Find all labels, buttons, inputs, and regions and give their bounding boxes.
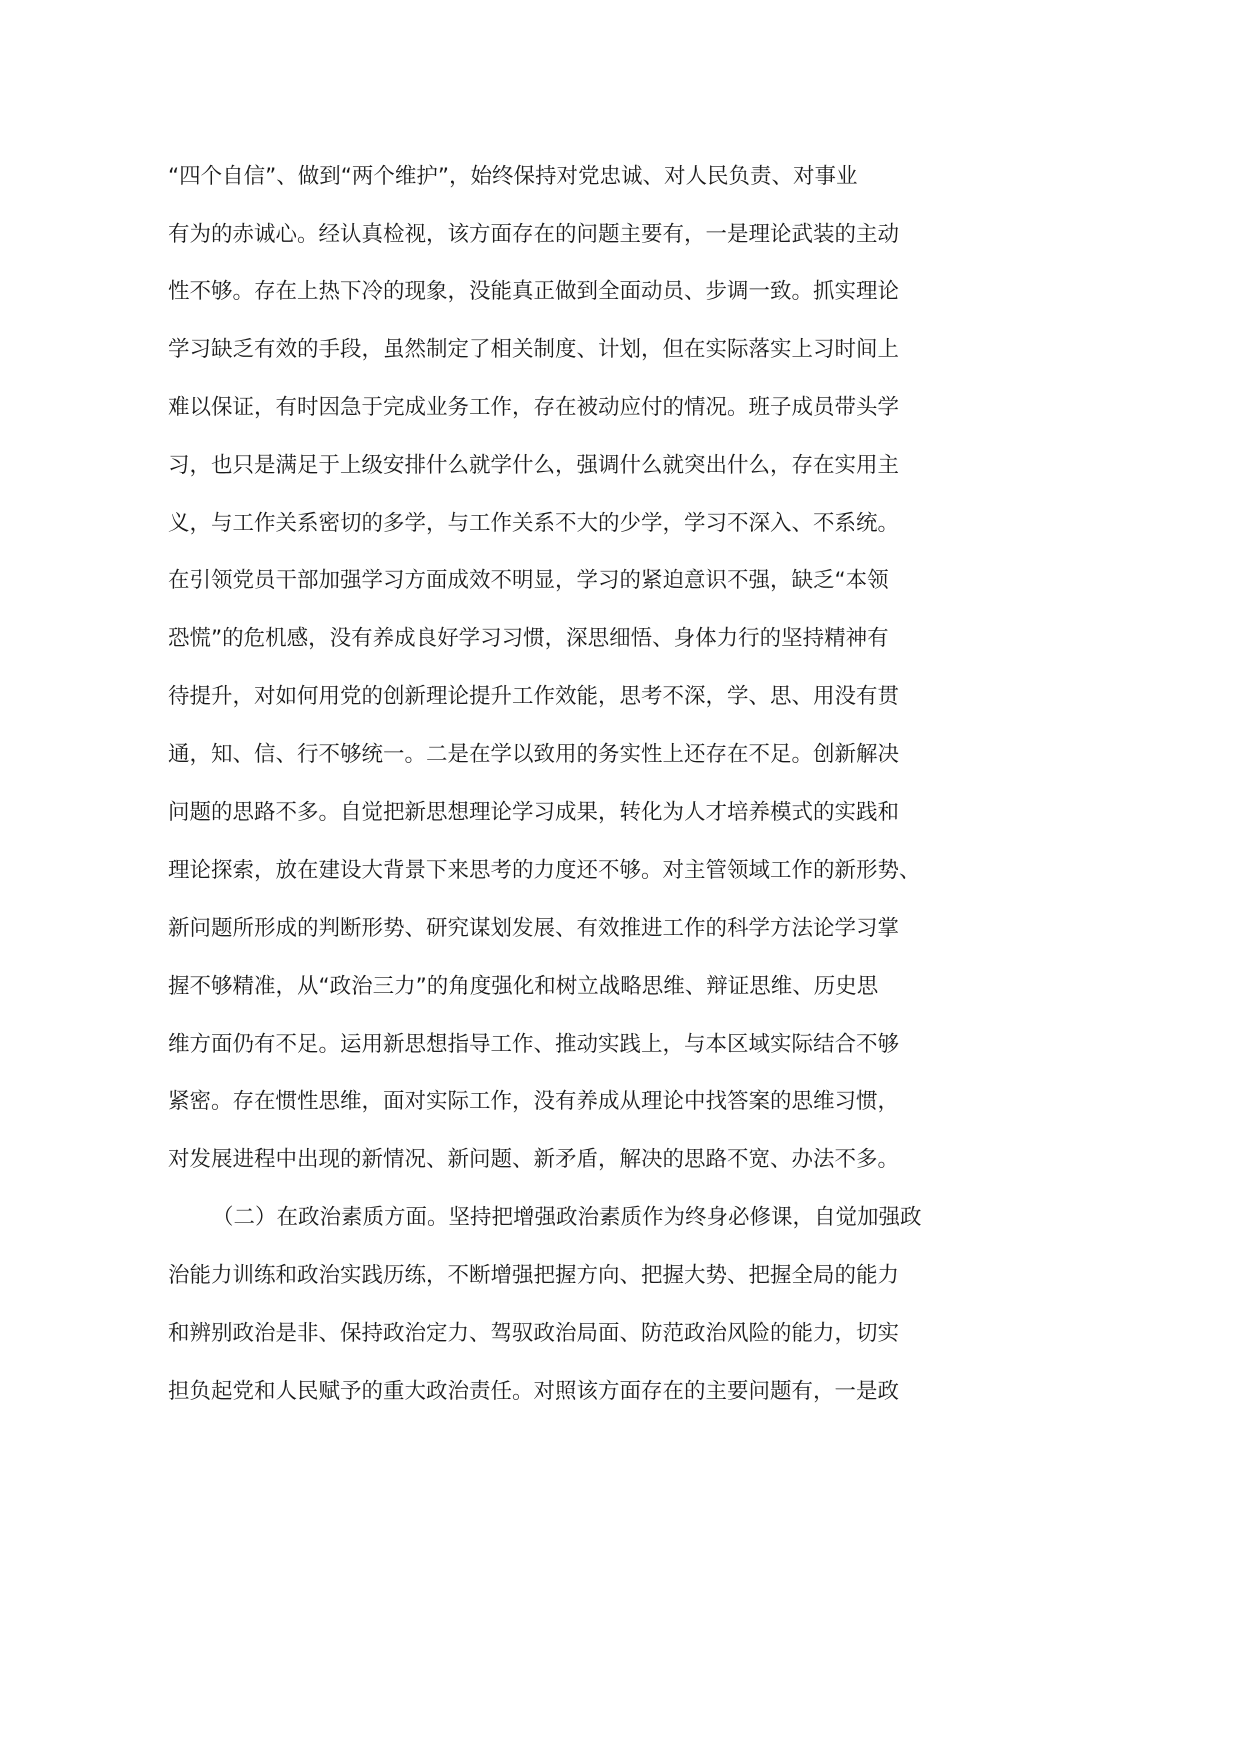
text-line: 维方面仍有不足。运用新思想指导工作、推动实践上，与本区域实际结合不够 bbox=[168, 1032, 900, 1057]
text-line: 学习缺乏有效的手段，虽然制定了相关制度、计划，但在实际落实上习时间上 bbox=[168, 337, 900, 362]
text-line: 新问题所形成的判断形势、研究谋划发展、有效推进工作的科学方法论学习掌 bbox=[168, 916, 900, 941]
text-line: 恐慌”的危机感，没有养成良好学习习惯，深思细悟、身体力行的坚持精神有 bbox=[168, 626, 889, 651]
text-line: 治能力训练和政治实践历练，不断增强把握方向、把握大势、把握全局的能力 bbox=[168, 1263, 900, 1288]
text-line: 有为的赤诚心。经认真检视，该方面存在的问题主要有，一是理论武装的主动 bbox=[168, 222, 900, 247]
text-line: “四个自信”、做到“两个维护”，始终保持对党忠诚、对人民负责、对事业 bbox=[168, 164, 858, 189]
text-line: 难以保证，有时因急于完成业务工作，存在被动应付的情况。班子成员带头学 bbox=[168, 395, 900, 420]
text-line: 在引领党员干部加强学习方面成效不明显，学习的紧迫意识不强，缺乏“本领 bbox=[168, 568, 889, 593]
text-line: 习，也只是满足于上级安排什么就学什么，强调什么就突出什么，存在实用主 bbox=[168, 453, 900, 478]
text-line: 性不够。存在上热下冷的现象，没能真正做到全面动员、步调一致。抓实理论 bbox=[168, 279, 900, 304]
text-line: 握不够精准，从“政治三力”的角度强化和树立战略思维、辩证思维、历史思 bbox=[168, 974, 879, 999]
text-line: 担负起党和人民赋予的重大政治责任。对照该方面存在的主要问题有，一是政 bbox=[168, 1379, 900, 1404]
section-heading-line: （二）在政治素质方面。坚持把增强政治素质作为终身必修课，自觉加强政 bbox=[212, 1205, 922, 1230]
text-line: 紧密。存在惯性思维，面对实际工作，没有养成从理论中找答案的思维习惯， bbox=[168, 1089, 900, 1114]
text-line: 问题的思路不多。自觉把新思想理论学习成果，转化为人才培养模式的实践和 bbox=[168, 800, 900, 825]
text-line: 对发展进程中出现的新情况、新问题、新矛盾，解决的思路不宽、办法不多。 bbox=[168, 1147, 900, 1172]
text-line: 和辨别政治是非、保持政治定力、驾驭政治局面、防范政治风险的能力，切实 bbox=[168, 1321, 900, 1346]
text-line: 通，知、信、行不够统一。二是在学以致用的务实性上还存在不足。创新解决 bbox=[168, 742, 900, 767]
text-line: 义，与工作关系密切的多学，与工作关系不大的少学，学习不深入、不系统。 bbox=[168, 511, 900, 536]
text-line: 理论探索，放在建设大背景下来思考的力度还不够。对主管领域工作的新形势、 bbox=[168, 858, 921, 883]
text-line: 待提升，对如何用党的创新理论提升工作效能，思考不深，学、思、用没有贯 bbox=[168, 684, 900, 709]
